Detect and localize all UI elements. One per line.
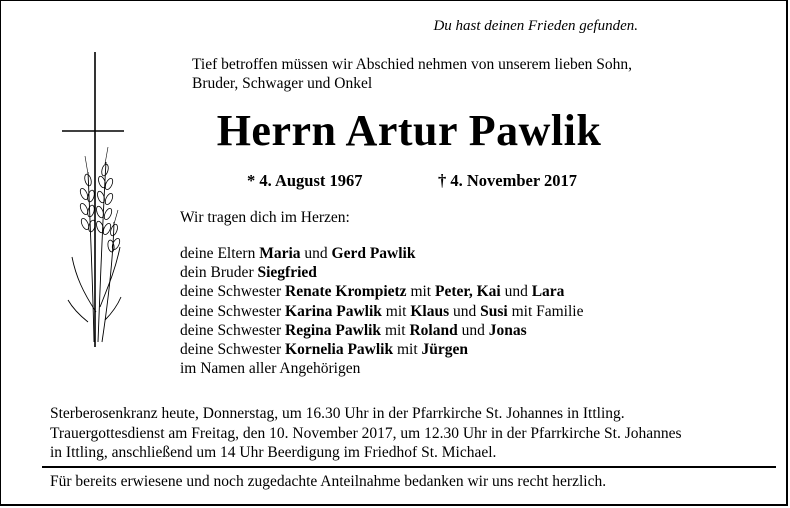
family-line-sister-2: deine Schwester Karina Pawlik mit Klaus und Susi mit Familie — [180, 302, 584, 320]
service-line-1: Sterberosenkranz heute, Donnerstag, um 16.30 Uhr in der Pfarrkirche St. Johannes in Ittling. — [50, 405, 625, 422]
service-info — [50, 404, 770, 463]
heart-line: Wir tragen dich im Herzen: — [180, 209, 350, 226]
family-line-all: im Namen aller Angehörigen — [180, 360, 361, 378]
family-line-sister-4: deine Schwester Kornelia Pawlik mit Jürgen — [180, 341, 469, 359]
family-line-parents: deine Eltern Maria und Gerd Pawlik — [180, 245, 416, 262]
thanks-line: Für bereits erwiesene und noch zugedachte Anteilnahme bedanken wir uns recht herzlich. — [50, 473, 607, 490]
deceased-name: Herrn Artur Pawlik — [216, 106, 602, 155]
motto: Du hast deinen Frieden gefunden. — [433, 18, 638, 34]
service-line-2: Trauergottesdienst am Freitag, den 10. November 2017, um 12.30 Uhr in der Pfarrkirche St. Johannes — [50, 424, 682, 442]
family-line-brother: dein Bruder Siegfried — [180, 264, 317, 282]
intro-line-1: Tief betroffen müssen wir Abschied nehmen von unserem lieben Sohn, — [192, 56, 632, 73]
service-line-3: in Ittling, anschließend um 14 Uhr Beerdigung im Friedhof St. Michael. — [50, 444, 497, 461]
family-line-sister-1: deine Schwester Renate Krompietz mit Peter, Kai und Lara — [180, 283, 565, 301]
death-date: † 4. November 2017 — [438, 171, 578, 190]
family-list — [180, 244, 583, 378]
family-line-sister-3: deine Schwester Regina Pawlik mit Roland und Jonas — [180, 321, 527, 339]
divider — [42, 466, 776, 468]
cross-with-wheat-icon — [58, 52, 128, 347]
birth-date: * 4. August 1967 — [247, 171, 363, 190]
intro-text — [192, 55, 632, 93]
intro-line-2: Bruder, Schwager und Onkel — [192, 75, 373, 92]
